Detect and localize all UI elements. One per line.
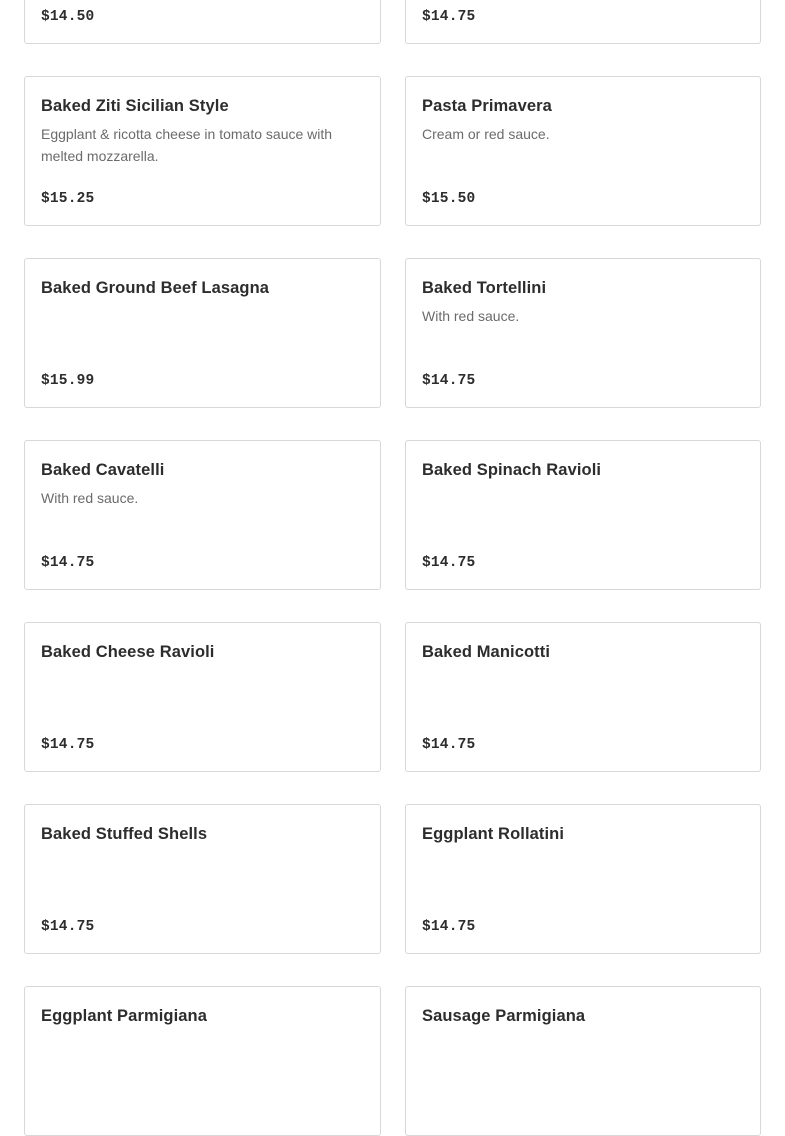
menu-item-name: Baked Manicotti	[422, 643, 551, 661]
menu-item-name: Baked Tortellini	[422, 279, 547, 297]
menu-item-description	[422, 0, 744, 3]
menu-item-card[interactable]	[24, 0, 381, 44]
menu-item-card[interactable]	[24, 986, 381, 1136]
menu-item-name: Baked Cheese Ravioli	[41, 643, 215, 661]
menu-item-name: Baked Cavatelli	[41, 461, 165, 479]
menu-item-name: Baked Ziti Sicilian Style	[41, 97, 229, 115]
menu-item-card[interactable]	[405, 804, 761, 954]
menu-item-price: $14.75	[41, 737, 95, 753]
menu-item-name: Eggplant Rollatini	[422, 825, 565, 843]
menu-item-name: Pasta Primavera	[422, 97, 552, 115]
menu-item-price: $14.75	[422, 737, 476, 753]
menu-item-card[interactable]	[405, 622, 761, 772]
menu-items-grid	[24, 0, 761, 1136]
menu-item-price: $14.75	[422, 919, 476, 935]
menu-item-card[interactable]	[405, 76, 761, 226]
menu-item-price: $15.50	[422, 191, 476, 207]
menu-item-card[interactable]	[405, 258, 761, 408]
menu-item-description: With red sauce.	[422, 308, 520, 324]
menu-item-name: Sausage Parmigiana	[422, 1007, 586, 1025]
menu-item-card[interactable]	[24, 440, 381, 590]
menu-item-name: Baked Spinach Ravioli	[422, 461, 602, 479]
menu-item-card[interactable]	[405, 0, 761, 44]
menu-item-description: Eggplant & ricotta cheese in tomato sauce with melted mozzarella.	[41, 126, 333, 164]
menu-item-card[interactable]	[24, 76, 381, 226]
menu-item-name: Baked Stuffed Shells	[41, 825, 208, 843]
menu-item-name: Eggplant Parmigiana	[41, 1007, 208, 1025]
menu-item-description: With red sauce.	[41, 490, 139, 506]
menu-item-price: $14.75	[41, 555, 95, 571]
menu-item-card[interactable]	[24, 622, 381, 772]
menu-item-name: Baked Ground Beef Lasagna	[41, 279, 270, 297]
menu-item-card[interactable]	[24, 804, 381, 954]
menu-item-description: Cream or red sauce.	[422, 126, 550, 142]
menu-item-price: $14.50	[41, 9, 95, 25]
menu-item-price: $14.75	[41, 919, 95, 935]
menu-item-price: $14.75	[422, 555, 476, 571]
menu-item-price: $14.75	[422, 373, 476, 389]
menu-item-card[interactable]	[24, 258, 381, 408]
menu-item-price: $14.75	[422, 9, 476, 25]
menu-item-card[interactable]	[405, 986, 761, 1136]
menu-item-card[interactable]	[405, 440, 761, 590]
menu-item-price: $15.99	[41, 373, 95, 389]
menu-item-price: $15.25	[41, 191, 95, 207]
